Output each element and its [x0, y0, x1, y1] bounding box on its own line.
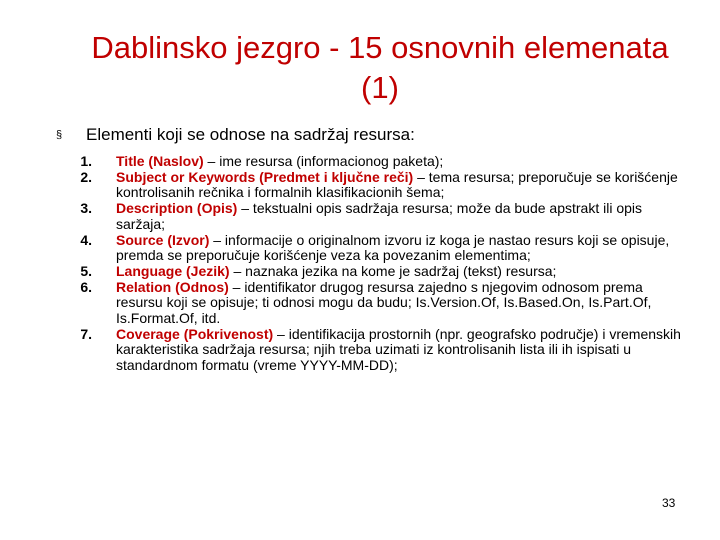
item-number: 5. — [80, 262, 92, 279]
item-term: Description (Opis) — [116, 200, 238, 217]
item-number: 1. — [80, 153, 92, 169]
page-number: 33 — [662, 496, 676, 510]
list-item — [72, 154, 687, 170]
list-item — [72, 170, 687, 201]
list-item — [72, 264, 687, 280]
item-number: 2. — [80, 168, 92, 185]
item-term: Subject or Keywords (Predmet i ključne reči) — [116, 168, 414, 185]
bullet-marker-icon: § — [56, 129, 63, 141]
slide-title — [40, 28, 720, 108]
item-description: – informacije o originalnom izvoru iz koga je nastao resurs koji se opisuje, premda se preporučuje korišćenje veza ka povezanim elementima; — [116, 231, 670, 264]
item-term: Coverage (Pokrivenost) — [116, 325, 274, 342]
list-item — [72, 233, 687, 264]
element-list — [72, 154, 687, 374]
slide-title-line-1: Dablinsko jezgro - 15 osnovnih elemenata — [91, 30, 669, 65]
item-number: 3. — [80, 200, 92, 217]
item-description: – ime resursa (informacionog paketa); — [203, 153, 444, 169]
list-item — [72, 201, 687, 232]
item-term: Language (Jezik) — [116, 262, 230, 279]
item-description: – identifikacija prostornih (npr. geografsko područje) i vremenskih karakteristika sadržaja resursa; njih treba uzimati iz kontrolisanih lista ili ih ispisati u standardnom formatu (vreme YYYY-MM-DD); — [116, 325, 681, 374]
bullet-text: Elementi koji se odnose na sadržaj resursa: — [86, 125, 415, 144]
slide-title-line-2: (1) — [361, 70, 399, 105]
item-description: – naznaka jezika na kome je sadržaj (tekst) resursa; — [229, 262, 557, 279]
item-description: – identifikator drugog resursa zajedno s njegovim odnosom prema resursu koji se opisuje; ti odnosi mogu da budu; Is.Version.Of, Is.Based.On, Is.Part.Of, Is.Format.Of, itd. — [116, 278, 652, 327]
item-number: 4. — [80, 231, 92, 248]
list-item — [72, 327, 687, 374]
item-number: 7. — [80, 325, 92, 342]
list-item — [72, 280, 687, 327]
item-description: – tema resursa; preporučuje se korišćenje kontrolisanih rečnika i formalnih klasifikacionih šema; — [116, 168, 678, 201]
item-term: Relation (Odnos) — [116, 278, 229, 295]
item-term: Source (Izvor) — [116, 231, 210, 248]
item-term: Title (Naslov) — [116, 153, 204, 169]
item-number: 6. — [80, 278, 92, 295]
item-description: – tekstualni opis sadržaja resursa; može da bude apstrakt ili opis saržaja; — [116, 200, 643, 232]
